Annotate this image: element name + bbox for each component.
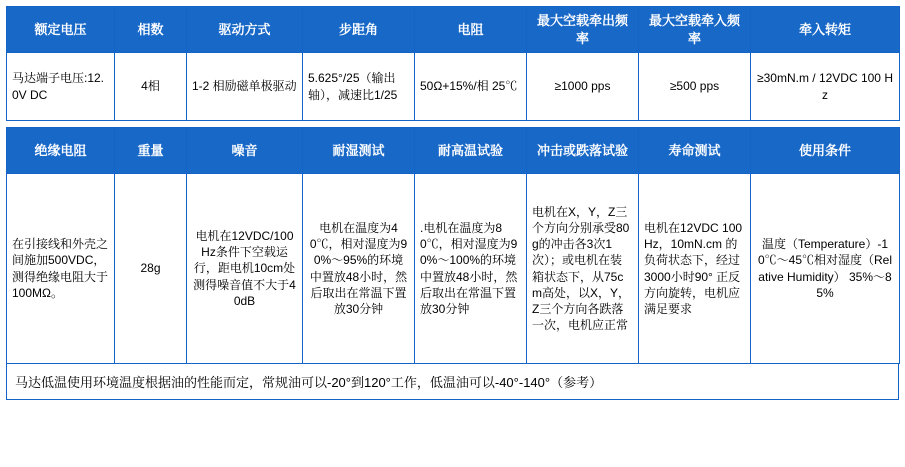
value-phase-count: 4相 (115, 53, 187, 121)
value-humidity-test: 电机在温度为40℃，相对湿度为90%～95%的环境中置放48小时，然后取出在常温下置放30分钟 (303, 174, 415, 364)
header-shock-drop-test: 冲击或跌落试验 (527, 128, 639, 174)
value-noise: 电机在12VDC/100Hz条件下空载运行，距电机10cm处测得噪音值不大于40dB (187, 174, 303, 364)
header-resistance: 电阻 (415, 7, 527, 53)
header-insulation-resistance: 绝缘电阻 (7, 128, 115, 174)
table-row (7, 174, 900, 364)
table-header-row (7, 128, 900, 174)
value-rated-voltage: 马达端子电压:12.0V DC (7, 53, 115, 121)
value-weight: 28g (115, 174, 187, 364)
header-drive-mode: 驱动方式 (187, 7, 303, 53)
header-high-temperature-test: 耐高温试验 (415, 128, 527, 174)
header-weight: 重量 (115, 128, 187, 174)
value-max-pullin-frequency: ≥500 pps (639, 53, 751, 121)
value-insulation-resistance: 在引接线和外壳之间施加500VDC，测得绝缘电阻大于100MΩ。 (7, 174, 115, 364)
header-rated-voltage: 额定电压 (7, 7, 115, 53)
table-header-row (7, 7, 900, 53)
spec-table-section-1 (6, 6, 900, 121)
value-pullin-torque: ≥30mN.m / 12VDC 100 Hz (751, 53, 900, 121)
spec-table-section-2 (6, 127, 900, 364)
header-life-test: 寿命测试 (639, 128, 751, 174)
value-step-angle: 5.625°/25（输出轴），减速比1/25 (303, 53, 415, 121)
value-high-temperature-test: .电机在温度为80℃，相对湿度为90%～100%的环境中置放48小时，然后取出在常温下置放30分钟 (415, 174, 527, 364)
header-operating-conditions: 使用条件 (751, 128, 900, 174)
footnote-text: 马达低温使用环境温度根据油的性能而定，常规油可以-20°到120°工作，低温油可以-40°-140°（参考） (15, 375, 603, 390)
table-row (7, 53, 900, 121)
header-max-pullin-frequency: 最大空载牵入频率 (639, 7, 751, 53)
header-noise: 噪音 (187, 128, 303, 174)
value-shock-drop-test: 电机在X，Y，Z三个方向分别承受80g的冲击各3次1次）；或电机在装箱状态下，从75cm高处，以X，Y，Z三个方向各跌落一次，电机应正常 (527, 174, 639, 364)
value-max-pullout-frequency: ≥1000 pps (527, 53, 639, 121)
value-life-test: 电机在12VDC 100Hz，10mN.cm 的负荷状态下，经过3000小时90° 正反方向旋转，电机应满足要求 (639, 174, 751, 364)
footnote-row (6, 364, 899, 400)
header-pullin-torque: 牵入转矩 (751, 7, 900, 53)
value-operating-conditions: 温度（Temperature）-10℃～45℃相对湿度（Relative Humidity） 35%～85% (751, 174, 900, 364)
value-resistance: 50Ω+15%/相 25℃ (415, 53, 527, 121)
header-step-angle: 步距角 (303, 7, 415, 53)
header-phase-count: 相数 (115, 7, 187, 53)
header-humidity-test: 耐湿测试 (303, 128, 415, 174)
header-max-pullout-frequency: 最大空载牵出频率 (527, 7, 639, 53)
value-drive-mode: 1-2 相励磁单极驱动 (187, 53, 303, 121)
